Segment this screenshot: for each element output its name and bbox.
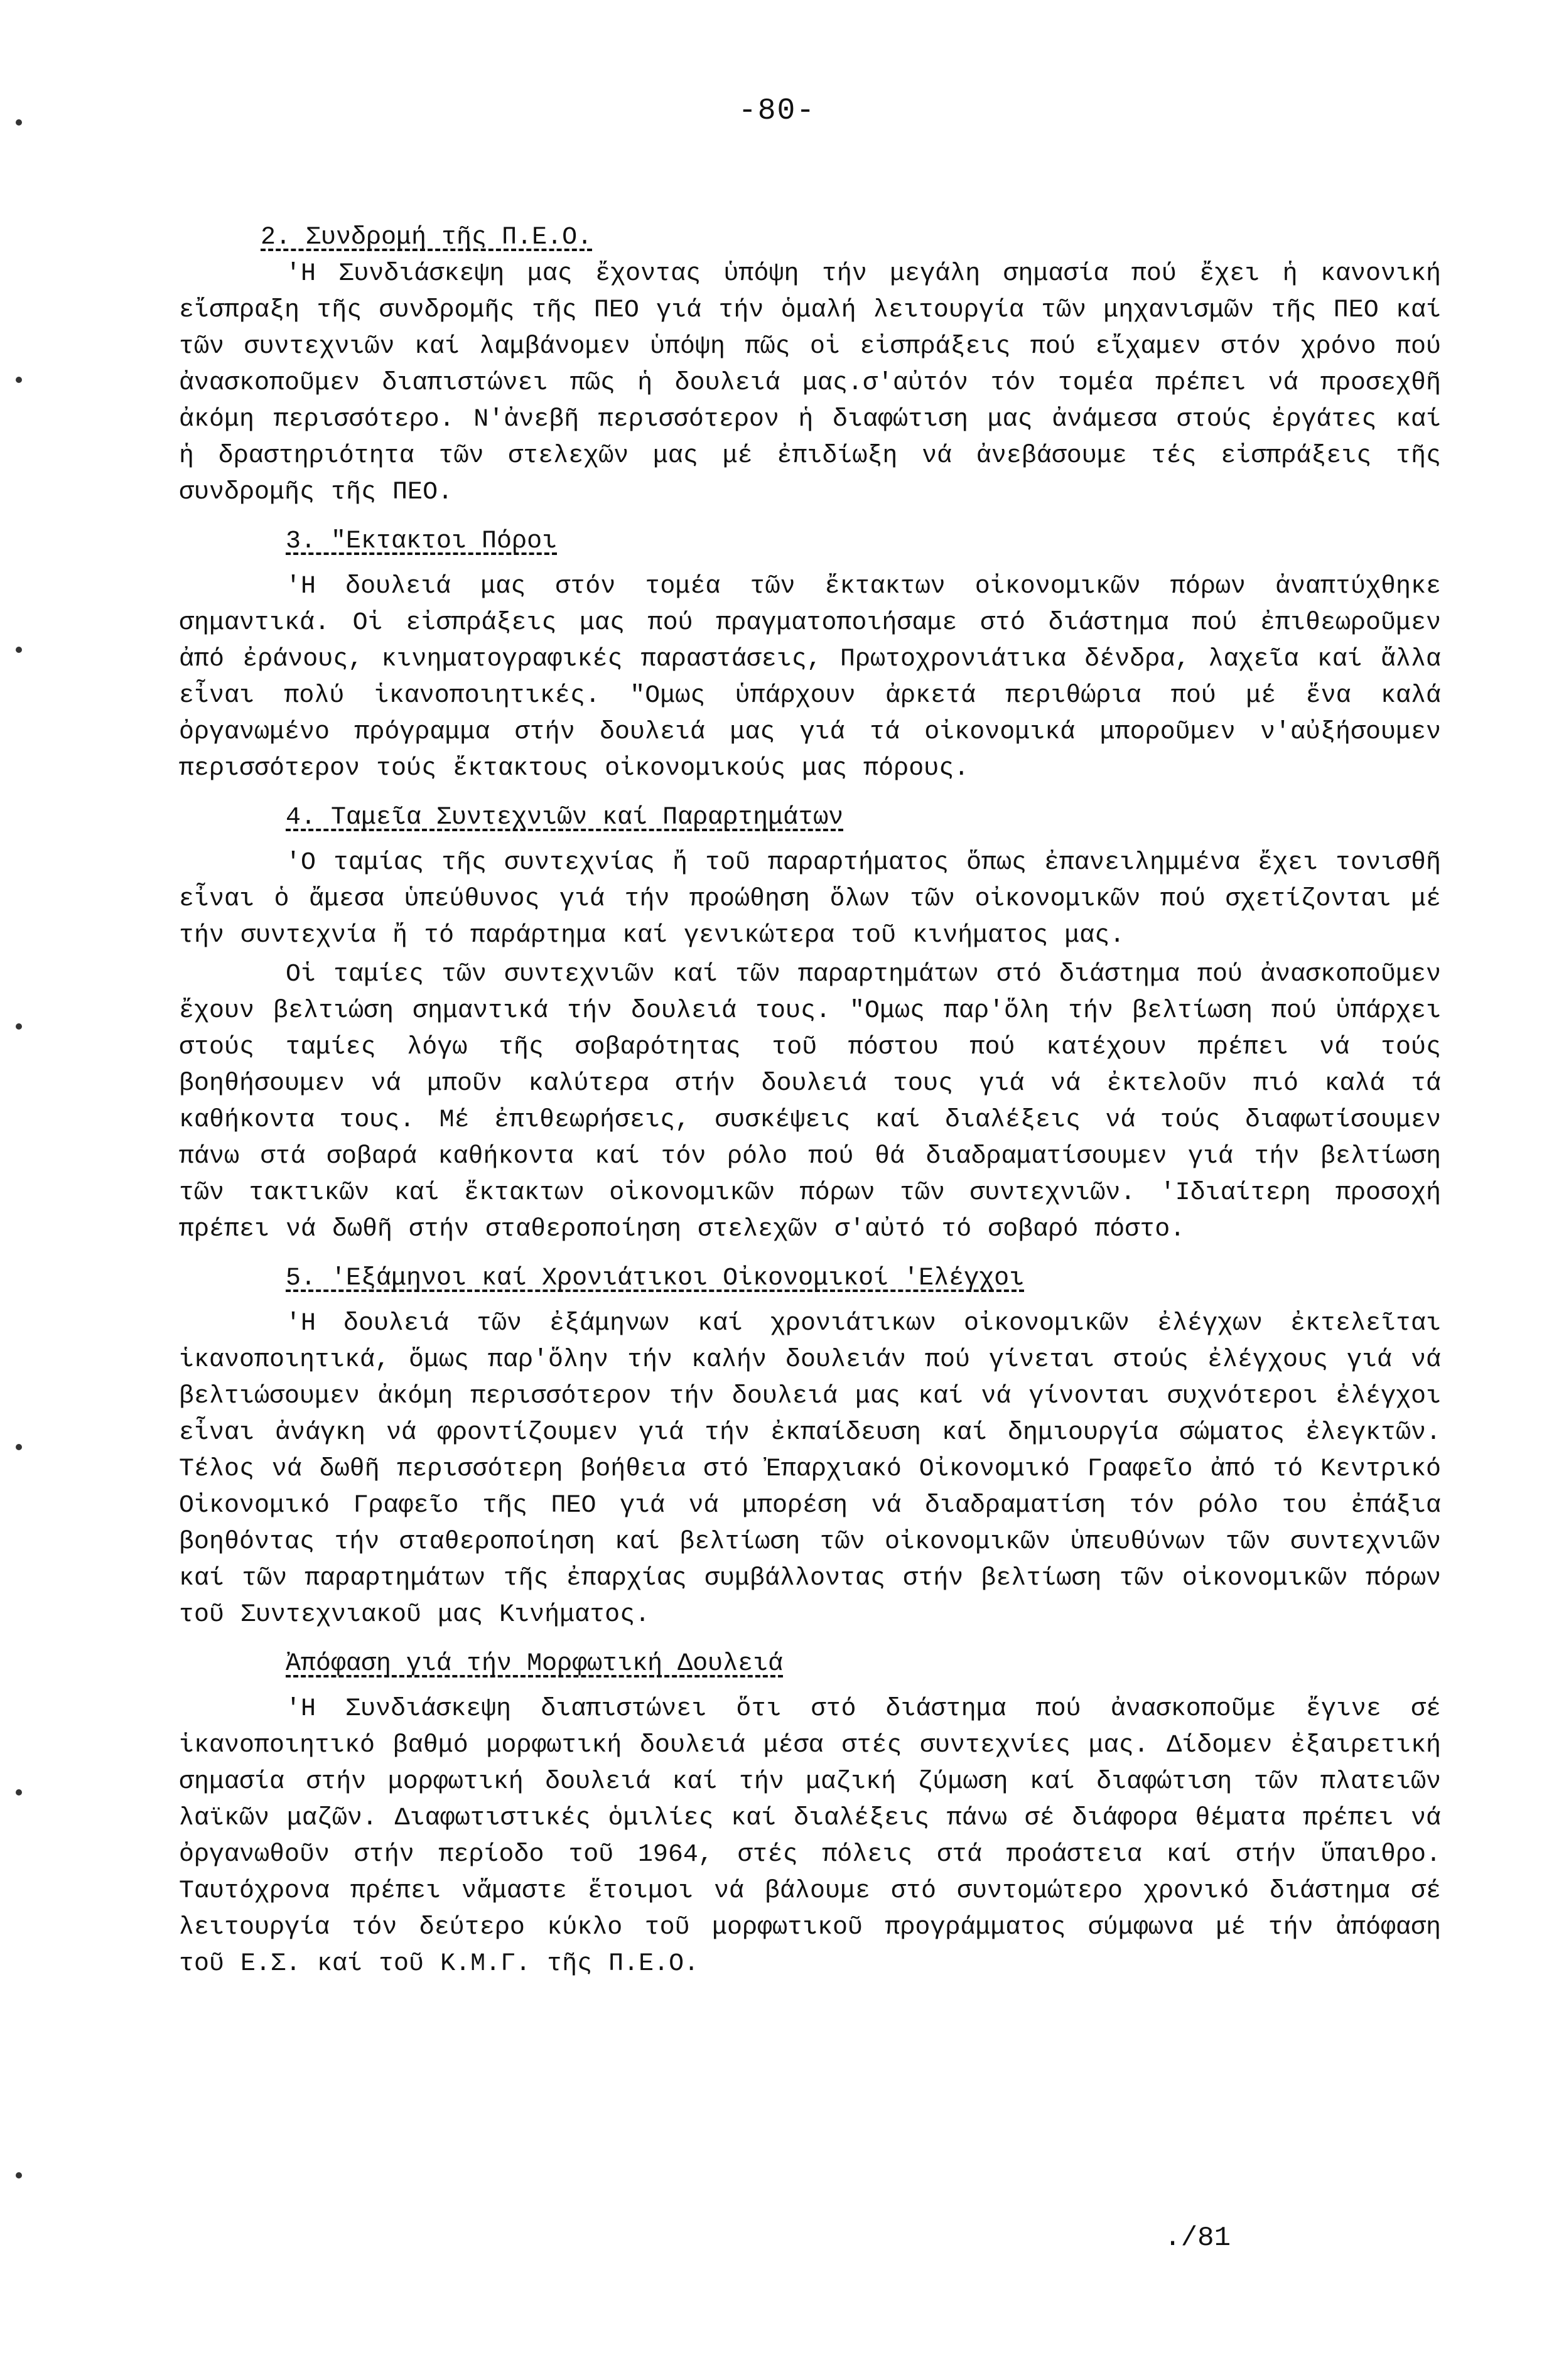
margin-dot xyxy=(16,119,22,126)
document-body xyxy=(179,220,1441,1983)
margin-dot xyxy=(16,1023,22,1030)
page-number: -80- xyxy=(738,94,816,128)
margin-dot xyxy=(16,647,22,653)
paragraph: Οἱ ταμίες τῶν συντεχνιῶν καί τῶν παραρτημάτων στό διάστημα πού ἀνασκοποῦμεν ἔχουν βελτιώση σημαντικά τήν δουλειά τους. "Ομως παρ'ὅλη τήν βελτίωση πού ὑπάρχει στούς ταμίες λόγω τῆς σοβαρότητας τοῦ πόστου πού κατέχουν πρέπει νά τούς βοηθήσουμεν νά μποῦν καλύτερα στήν δουλειά τους γιά νά ἐκτελοῦν πιό καλά τά καθήκοντα τους. Μέ ἐπιθεωρήσεις, συσκέψεις καί διαλέξεις νά τούς διαφωτίσουμεν πάνω στά σοβαρά καθήκοντα καί τόν ρόλο πού θά διαδραματίσουμεν γιά τήν βελτίωση τῶν τακτικῶν καί ἔκτακτων οἰκονομικῶν πόρων τῶν συντεχνιῶν. 'Ιδιαίτερη προσοχή πρέπει νά δωθῆ στήν σταθεροποίηση στελεχῶν σ'αὐτό τό σοβαρό πόστο. xyxy=(179,961,1441,1244)
section-heading: Ἀπόφαση γιά τήν Μορφωτική Δουλειά xyxy=(286,1650,784,1678)
section-education-decision xyxy=(179,1646,1441,1983)
section-heading: 4. Ταμεῖα Συντεχνιῶν καί Παραρτημάτων xyxy=(286,804,844,832)
section-peo-subscription xyxy=(179,220,1441,511)
section-extraordinary-resources xyxy=(179,524,1441,787)
section-heading: 2. Συνδρομή τῆς Π.Ε.Ο. xyxy=(261,223,593,252)
margin-dot xyxy=(16,377,22,383)
section-heading: 5. 'Εξάμηνοι καί Χρονιάτικοι Οἰκονομικοί 'Ελέγχοι xyxy=(286,1264,1025,1293)
paragraph: 'Η δουλειά τῶν ἐξάμηνων καί χρονιάτικων οἰκονομικῶν ἐλέγχων ἐκτελεῖται ἱκανοποιητικά, ὅμως παρ'ὅλην τήν καλήν δουλειάν πού γίνεται στούς ἐλέγχους γιά νά βελτιώσουμεν ἀκόμη περισσότερον τήν δουλειά μας καί νά γίνονται συχνότεροι ἐλέγχοι εἶναι ἀνάγκη νά φροντίζουμεν γιά τήν ἐκπαίδευση καί δημιουργία σώματος ἐλεγκτῶν. Τέλος νά δωθῆ περισσότερη βοήθεια στό Ἐπαρχιακό Οἰκονομικό Γραφεῖο ἀπό τό Κεντρικό Οἰκονομικό Γραφεῖο τῆς ΠΕΟ γιά νά μπορέση νά διαδραματίση τόν ρόλο του ἐπάξια βοηθόντας τήν σταθεροποίηση καί βελτίωση τῶν οἰκονομικῶν ὑπευθύνων τῶν συντεχνιῶν καί τῶν παραρτημάτων τῆς ἐπαρχίας συμβάλλοντας στήν βελτίωση τῶν οἰκονομικῶν πόρων τοῦ Συντεχνιακοῦ μας Κινήματος. xyxy=(179,1310,1441,1629)
paragraph: 'Η Συνδιάσκεψη διαπιστώνει ὅτι στό διάστημα πού ἀνασκοποῦμε ἔγινε σέ ἱκανοποιητικό βαθμό μορφωτική δουλειά μέσα στές συντεχνίες μας. Δίδομεν ἐξαιρετική σημασία στήν μορφωτική δουλειά καί τήν μαζική ζύμωση καί διαφώτιση τῶν πλατειῶν λαϊκῶν μαζῶν. Διαφωτιστικές ὁμιλίες καί διαλέξεις πάνω σέ διάφορα θέματα πρέπει νά ὀργανωθοῦν στήν περίοδο τοῦ 1964, στές πόλεις στά προάστεια καί στήν ὕπαιθρο. Ταυτόχρονα πρέπει νἄμαστε ἕτοιμοι νά βάλουμε στό συντομώτερο χρονικό διάστημα σέ λειτουργία τόν δεύτερο κύκλο τοῦ μορφωτικοῦ προγράμματος σύμφωνα μέ τήν ἀπόφαση τοῦ Ε.Σ. καί τοῦ Κ.Μ.Γ. τῆς Π.Ε.Ο. xyxy=(179,1695,1441,1978)
section-union-funds xyxy=(179,800,1441,1248)
paragraph: 'Η Συνδιάσκεψη μας ἔχοντας ὑπόψη τήν μεγάλη σημασία πού ἔχει ἡ κανονική εἴσπραξη τῆς συνδρομῆς τῆς ΠΕΟ γιά τήν ὁμαλή λειτουργία τῶν μηχανισμῶν τῆς ΠΕΟ καί τῶν συντεχνιῶν καί λαμβάνομεν ὑπόψη πῶς οἱ εἰσπράξεις πού εἴχαμεν στόν χρόνο πού ἀνασκοποῦμεν διαπιστώνει πῶς ἡ δουλειά μας.σ'αὐτόν τόν τομέα πρέπει νά προσεχθῆ ἀκόμη περισσότερο. Ν'ἀνεβῆ περισσότερον ἡ διαφώτιση μας ἀνάμεσα στούς ἐργάτες καί ἡ δραστηριότητα τῶν στελεχῶν μας μέ ἐπιδίωξη νά ἀνεβάσουμε τές εἰσπράξεις τῆς συνδρομῆς τῆς ΠΕΟ. xyxy=(179,260,1441,507)
margin-dot xyxy=(16,2172,22,2178)
section-financial-audits xyxy=(179,1261,1441,1634)
paragraph: 'Η δουλειά μας στόν τομέα τῶν ἔκτακτων οἰκονομικῶν πόρων ἀναπτύχθηκε σημαντικά. Οἱ εἰσπράξεις μας πού πραγματοποιήσαμε στό διάστημα πού ἐπιθεωροῦμεν ἀπό ἐράνους, κινηματογραφικές παραστάσεις, Πρωτοχρονιάτικα δένδρα, λαχεῖα καί ἄλλα εἶναι πολύ ἱκανοποιητικές. "Ομως ὑπάρχουν ἀρκετά περιθώρια πού μέ ἕνα καλά ὀργανωμένο πρόγραμμα στήν δουλειά μας γιά τά οἰκονομικά μποροῦμεν ν'αὐξήσουμεν περισσότερον τούς ἔκτακτους οἰκονομικούς μας πόρους. xyxy=(179,573,1441,783)
margin-dot xyxy=(16,1789,22,1796)
paragraph: 'Ο ταμίας τῆς συντεχνίας ἤ τοῦ παραρτήματος ὅπως ἐπανειλημμένα ἔχει τονισθῆ εἶναι ὁ ἄμεσα ὑπεύθυνος γιά τήν προώθηση ὅλων τῶν οἰκονομικῶν πού σχετίζονται μέ τήν συντεχνία ἤ τό παράρτημα καί γενικώτερα τοῦ κινήματος μας. xyxy=(179,849,1441,950)
section-heading: 3. "Εκτακτοι Πόροι xyxy=(286,527,558,556)
margin-dot xyxy=(16,1444,22,1450)
continuation-marker: ./81 xyxy=(1164,2222,1231,2254)
